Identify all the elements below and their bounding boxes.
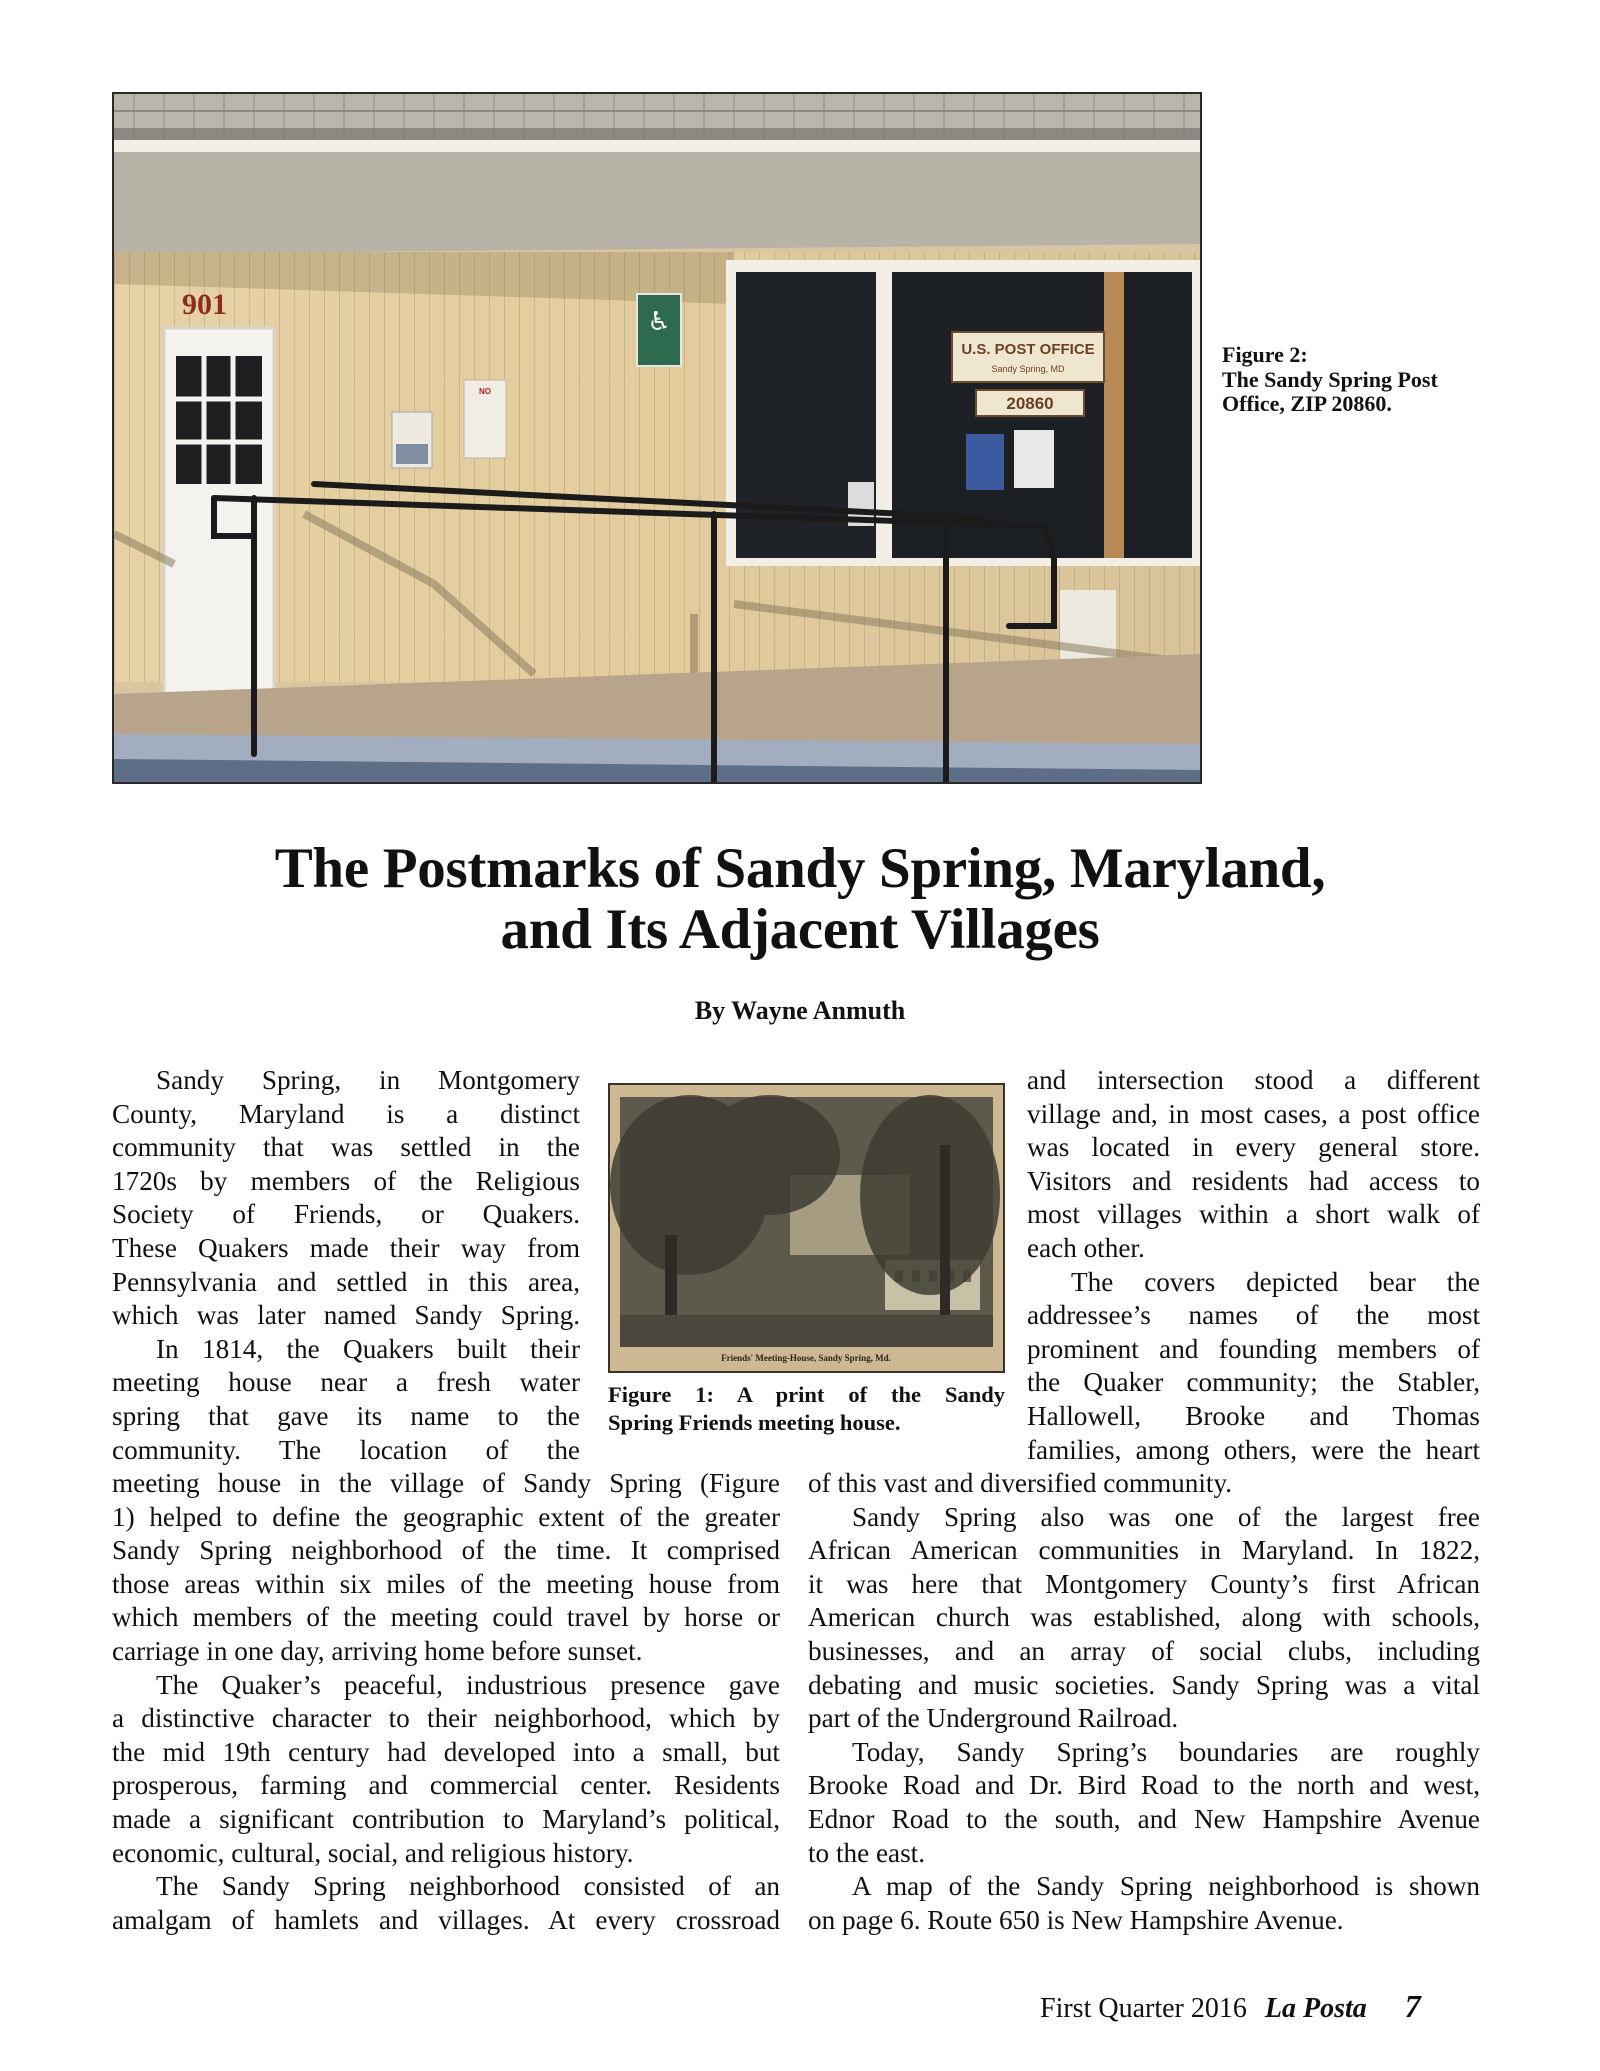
body-text-line: community. The location of the [112, 1434, 580, 1465]
page-number: 7 [1404, 1988, 1421, 2024]
body-left-column-wide [112, 1467, 780, 1937]
body-text-line: the mid 19th century had developed into a small, but [112, 1736, 780, 1767]
figure-1-caption-line: Spring Friends meeting house. [608, 1410, 901, 1435]
body-text-line: Hallowell, Brooke and Thomas [1027, 1400, 1480, 1431]
article-title [112, 838, 1488, 960]
body-text-line: families, among others, were the heart [1027, 1434, 1480, 1465]
svg-text:Sandy Spring, MD: Sandy Spring, MD [991, 364, 1065, 374]
figure-2-photo [112, 92, 1202, 784]
page-footer [1040, 1990, 1421, 2025]
body-text-line: Today, Sandy Spring’s boundaries are roughly [852, 1736, 1480, 1767]
body-text-line: to the east. [808, 1837, 926, 1868]
body-text-line: amalgam of hamlets and villages. At every crossroad [112, 1904, 780, 1935]
body-text-line: Brooke Road and Dr. Bird Road to the north and west, [808, 1770, 1480, 1801]
body-text-line: spring that gave its name to the [112, 1400, 580, 1431]
body-text-line: prosperous, farming and commercial center. Residents [112, 1770, 780, 1801]
body-text-line: Pennsylvania and settled in this area, [112, 1266, 580, 1297]
body-text-line: prominent and founding members of [1027, 1333, 1480, 1364]
figure-2-caption-label: Figure 2: [1222, 342, 1308, 367]
body-text-line: those areas within six miles of the meeting house from [112, 1568, 780, 1599]
body-text-line: part of the Underground Railroad. [808, 1703, 1179, 1734]
body-text-line: community that was settled in the [112, 1132, 580, 1163]
svg-text:♿: ♿ [647, 307, 671, 337]
body-text-line: it was here that Montgomery County’s first African [808, 1568, 1480, 1599]
figure-1-caption-line: Figure 1: A print of the Sandy [608, 1382, 1005, 1407]
body-text-line: was located in every general store. [1027, 1132, 1480, 1163]
article-title-line-1: The Postmarks of Sandy Spring, Maryland, [274, 837, 1326, 900]
figure-1-caption [608, 1381, 1005, 1437]
body-text-line: economic, cultural, social, and religious history. [112, 1837, 634, 1868]
article-title-line-2: and Its Adjacent Villages [500, 898, 1100, 961]
body-text-line: on page 6. Route 650 is New Hampshire Avenue. [808, 1904, 1344, 1935]
body-text-line: which was later named Sandy Spring. [112, 1300, 580, 1331]
body-right-column-narrow [1027, 1064, 1480, 1467]
svg-text:20860: 20860 [1006, 394, 1054, 413]
body-text-line: meeting house near a fresh water [112, 1367, 580, 1398]
issue-date: First Quarter 2016 [1040, 1993, 1247, 2024]
body-text-line: Ednor Road to the south, and New Hampshire Avenue [808, 1803, 1480, 1834]
body-text-line: American church was established, along with schools, [808, 1602, 1480, 1633]
body-text-line: Sandy Spring also was one of the largest free [852, 1501, 1480, 1532]
body-text-line: County, Maryland is a distinct [112, 1098, 580, 1129]
figure-2-caption-line: Office, ZIP 20860. [1222, 391, 1392, 416]
body-text-line: addressee’s names of the most [1027, 1300, 1480, 1331]
body-text-line: the Quaker community; the Stabler, [1027, 1367, 1480, 1398]
meeting-house-print-illustration [610, 1085, 1003, 1371]
body-left-column-narrow [112, 1064, 580, 1467]
body-text-line: most villages within a short walk of [1027, 1199, 1480, 1230]
body-text-line: Society of Friends, or Quakers. [112, 1199, 580, 1230]
body-text-line: The Sandy Spring neighborhood consisted of an [156, 1871, 780, 1902]
body-text-line: Visitors and residents had access to [1027, 1165, 1480, 1196]
body-text-line: businesses, and an array of social clubs, including [808, 1635, 1480, 1666]
body-text-line: 1720s by members of the Religious [112, 1165, 580, 1196]
body-right-column-wide [808, 1467, 1480, 1937]
svg-text:NO: NO [479, 387, 491, 396]
body-text-line: carriage in one day, arriving home before sunset. [112, 1635, 643, 1666]
body-text-line: debating and music societies. Sandy Spring was a vital [808, 1669, 1480, 1700]
body-text-line: village and, in most cases, a post office [1027, 1098, 1480, 1129]
print-inscription: Friends' Meeting-House, Sandy Spring, Md. [721, 1353, 891, 1363]
body-text-line: made a significant contribution to Maryland’s political, [112, 1803, 780, 1834]
figure-2-caption [1222, 343, 1482, 417]
house-number: 901 [182, 288, 227, 321]
body-text-line: a distinctive character to their neighborhood, which by [112, 1703, 780, 1734]
body-text-line: each other. [1027, 1232, 1145, 1263]
body-text-line: The covers depicted bear the [1071, 1266, 1480, 1297]
body-text-line: meeting house in the village of Sandy Spring (Figure [112, 1468, 780, 1498]
body-text-line: and intersection stood a different [1027, 1065, 1480, 1095]
figure-2-caption-line: The Sandy Spring Post [1222, 366, 1438, 392]
body-text-line: 1) helped to define the geographic extent of the greater [112, 1501, 780, 1532]
magazine-name: La Posta [1264, 1993, 1367, 2024]
svg-text:U.S. POST OFFICE: U.S. POST OFFICE [961, 341, 1095, 358]
post-office-photo-illustration [114, 94, 1200, 782]
byline: By Wayne Anmuth [694, 996, 906, 1025]
body-text-line: Sandy Spring, in Montgomery [156, 1065, 580, 1095]
body-text-line: These Quakers made their way from [112, 1232, 580, 1263]
figure-1-print [608, 1083, 1005, 1373]
body-text-line: A map of the Sandy Spring neighborhood is shown [852, 1871, 1480, 1902]
body-text-line: The Quaker’s peaceful, industrious presence gave [156, 1669, 780, 1700]
body-text-line: African American communities in Maryland. In 1822, [808, 1535, 1480, 1566]
body-text-line: of this vast and diversified community. [808, 1468, 1233, 1498]
body-text-line: which members of the meeting could travel by horse or [112, 1602, 780, 1633]
body-text-line: In 1814, the Quakers built their [156, 1333, 580, 1364]
body-text-line: Sandy Spring neighborhood of the time. It comprised [112, 1535, 780, 1566]
